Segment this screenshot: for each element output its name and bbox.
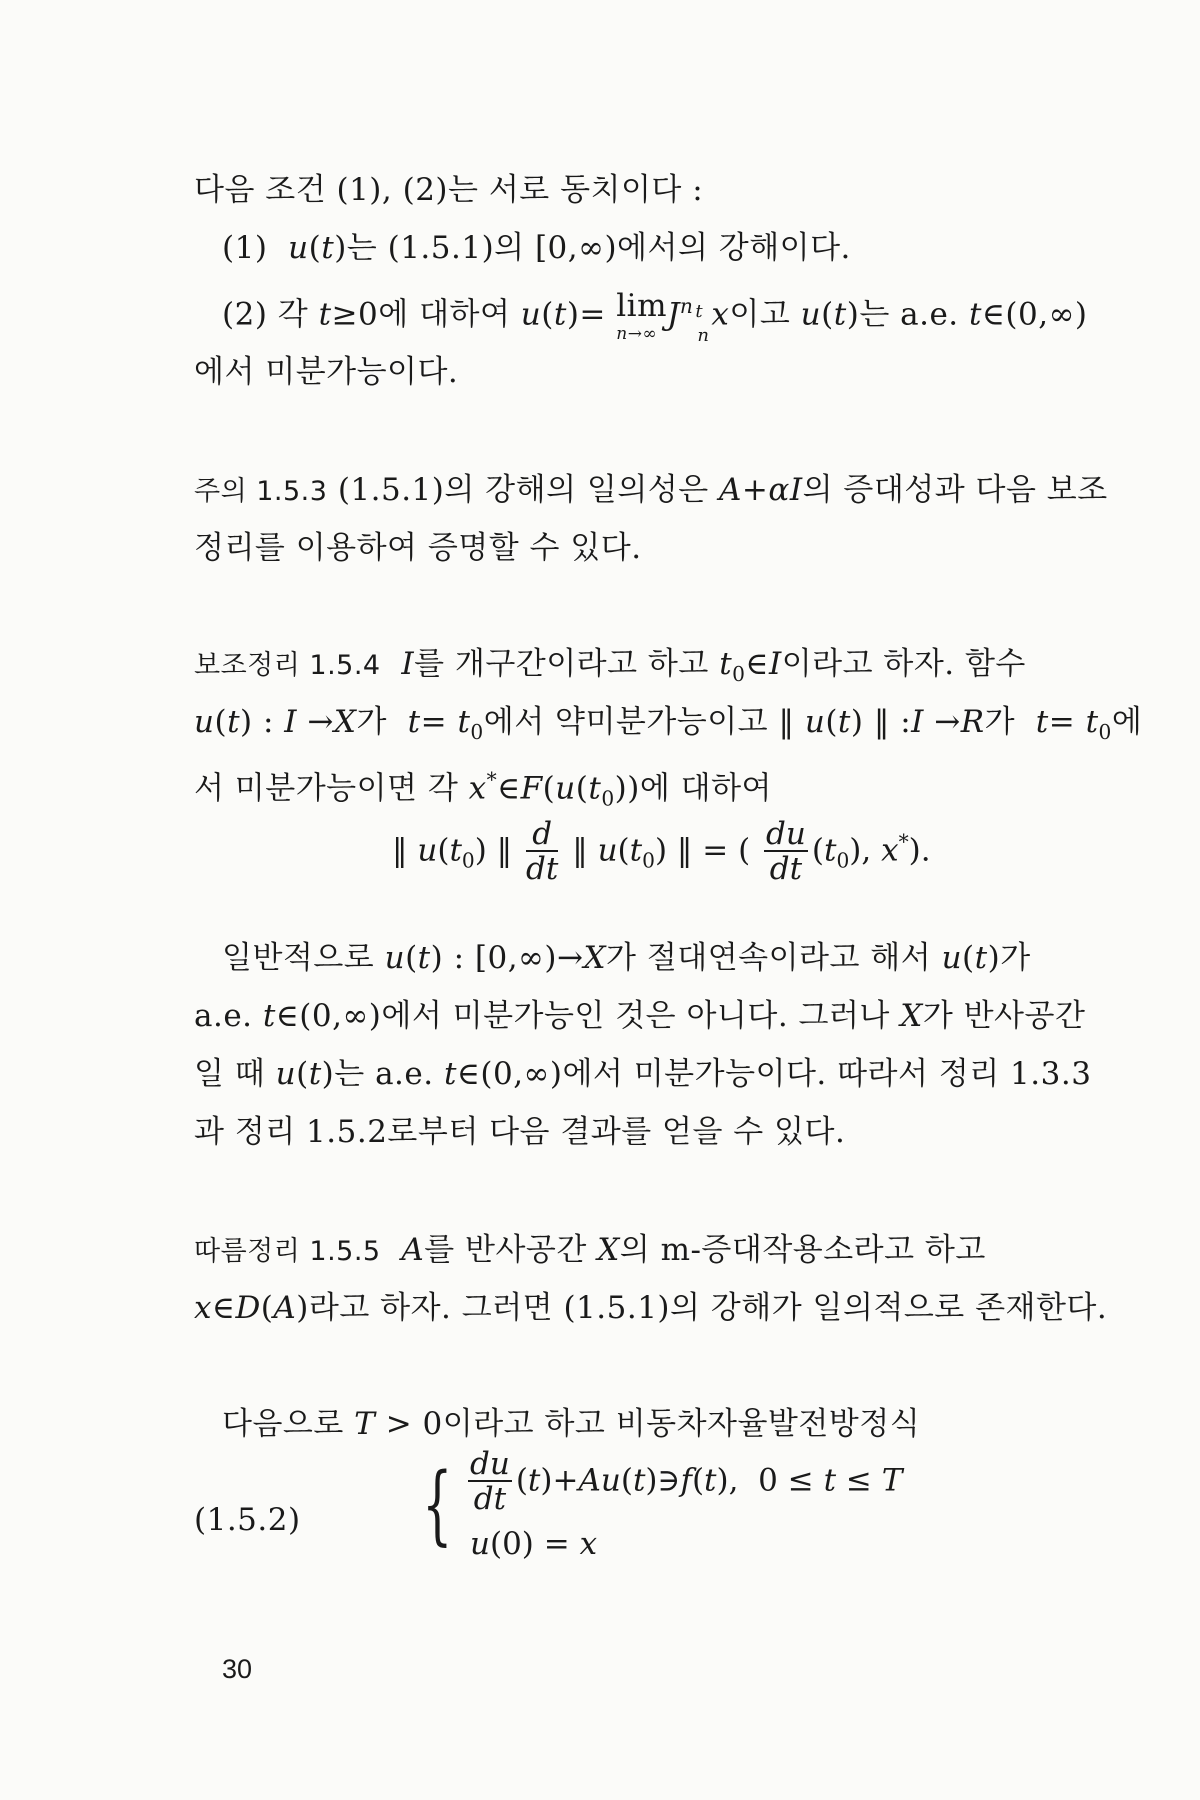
text: 이라고 하고 비동차자율발전방정식 xyxy=(442,1406,921,1442)
text-line: u(t) : I →X가 $t= t_0$에서 약미분가능이고 ‖ u(t) ‖ :I →R가 $t= t_0$에 xyxy=(194,704,1143,745)
text: 에서 미분가능이다. 따라서 정리 1.3.3 xyxy=(562,1056,1092,1092)
text-line: 따름정리 1.5.5 A를 반사공간 X의 m-증대작용소라고 하고 xyxy=(194,1232,986,1268)
text-line: x∈D(A)라고 하자. 그러면 (1.5.1)의 강해가 일의적으로 존재한다. xyxy=(194,1290,1108,1326)
text: 가 xyxy=(1000,940,1031,976)
left-brace: { xyxy=(422,1455,453,1555)
text: 일반적으로 xyxy=(222,940,375,976)
text: 는 (1.5.1)의 [0,∞)에서의 강해이다. xyxy=(346,230,851,266)
text: (1.5.1)의 강해의 일의성은 xyxy=(337,472,709,508)
text: 이고 xyxy=(729,296,791,333)
item-label: (2) xyxy=(222,296,268,333)
text-line: (1) u(t)는 (1.5.1)의 [0,∞)에서의 강해이다. xyxy=(222,230,851,266)
text: 에 xyxy=(1111,704,1143,740)
text: 서 미분가능이면 각 xyxy=(194,770,459,807)
text-line: a.e. t∈(0,∞)에서 미분가능인 것은 아니다. 그러나 X가 반사공간 xyxy=(194,998,1086,1034)
text: 를 개구간이라고 하고 xyxy=(414,646,709,682)
text: 에서 약미분가능이고 xyxy=(483,704,769,740)
text: 각 xyxy=(277,296,309,333)
system-line-2: u(0) = x xyxy=(470,1526,598,1562)
text: 의 m-증대작용소라고 하고 xyxy=(619,1232,986,1268)
text-line: (2) 각 t≥0에 대하여 u(t)= lim n→∞ $J^n$ t n x이고 u(t)는 a.e. t∈(0,∞) xyxy=(222,288,1088,346)
text: 라고 하자. 그러면 (1.5.1)의 강해가 일의적으로 존재한다. xyxy=(308,1290,1108,1326)
text-line: 서 미분가능이면 각 $x^*\in F(u(t_0))$에 대하여 xyxy=(194,768,772,811)
text: 를 반사공간 xyxy=(424,1232,587,1268)
text-line xyxy=(194,170,703,210)
lemma-label: 보조정리 1.5.4 xyxy=(194,650,381,681)
text: 가 절대연속이라고 해서 xyxy=(606,940,932,976)
text-line: 주의 1.5.3 (1.5.1)의 강해의 일의성은 A+αI의 증대성과 다음 보조 xyxy=(194,472,1108,508)
text: 에 대하여 xyxy=(639,770,772,807)
fraction: $\frac{du}{dt}$ xyxy=(766,816,806,887)
text: 일 때 xyxy=(194,1056,266,1092)
text: 이라고 하자. 함수 xyxy=(781,646,1026,682)
text: 다음 조건 (1), (2)는 서로 동치이다 : xyxy=(194,172,704,208)
fraction: $\frac{du}{dt}$ xyxy=(470,1446,510,1517)
remark-label: 주의 1.5.3 xyxy=(194,476,328,507)
text-line: 일 때 u(t)는 a.e. t∈(0,∞)에서 미분가능이다. 따라서 정리 1.3.3 xyxy=(194,1056,1092,1092)
text-line xyxy=(194,352,458,392)
fraction: $\frac{d}{dt}$ xyxy=(526,816,559,887)
equation-label xyxy=(194,1500,301,1540)
text: 가 반사공간 xyxy=(922,998,1086,1034)
corollary-label: 따름정리 1.5.5 xyxy=(194,1236,381,1267)
text-line: 보조정리 1.5.4 I를 개구간이라고 하고 $t_0\in I$이라고 하자. 함수 xyxy=(194,646,1026,687)
text: 가 xyxy=(984,704,1016,740)
system-line-1: $\frac{du}{dt}$ (t)+Au(t)∋f(t), 0 ≤ t ≤ T xyxy=(470,1446,903,1517)
text: 의 증대성과 다음 보조 xyxy=(802,472,1108,508)
text-line: 일반적으로 u(t) : [0,∞)→X가 절대연속이라고 해서 u(t)가 xyxy=(222,940,1031,976)
page-number: 30 xyxy=(222,1654,253,1684)
text: 에 대하여 xyxy=(378,296,511,333)
text: 다음으로 xyxy=(222,1406,344,1442)
item-label: (1) xyxy=(222,230,268,266)
text: 는 a.e. xyxy=(859,296,959,333)
limit-expression: lim n→∞ xyxy=(616,288,667,344)
text: 에서 미분가능이다. xyxy=(194,354,459,390)
text: 에서 미분가능인 것은 아니다. 그러나 xyxy=(381,998,890,1034)
text: 는 a.e. xyxy=(334,1056,434,1092)
text: 과 정리 1.5.2로부터 다음 결과를 얻을 수 있다. xyxy=(194,1114,846,1150)
text: 정리를 이용하여 증명할 수 있다. xyxy=(194,530,642,566)
text-line xyxy=(194,1112,845,1152)
text-line: 다음으로 T > 0이라고 하고 비동차자율발전방정식 xyxy=(222,1406,921,1442)
text-line xyxy=(194,528,642,568)
text: 가 xyxy=(356,704,387,740)
text: (1.5.2) xyxy=(194,1502,301,1538)
display-equation: ‖ $u(t_0)$ ‖ $\frac{d}{dt}$ ‖ $u(t_0)$ ‖ = ( $\frac{du}{dt}$ $(t_0)$, x*). xyxy=(392,816,931,887)
